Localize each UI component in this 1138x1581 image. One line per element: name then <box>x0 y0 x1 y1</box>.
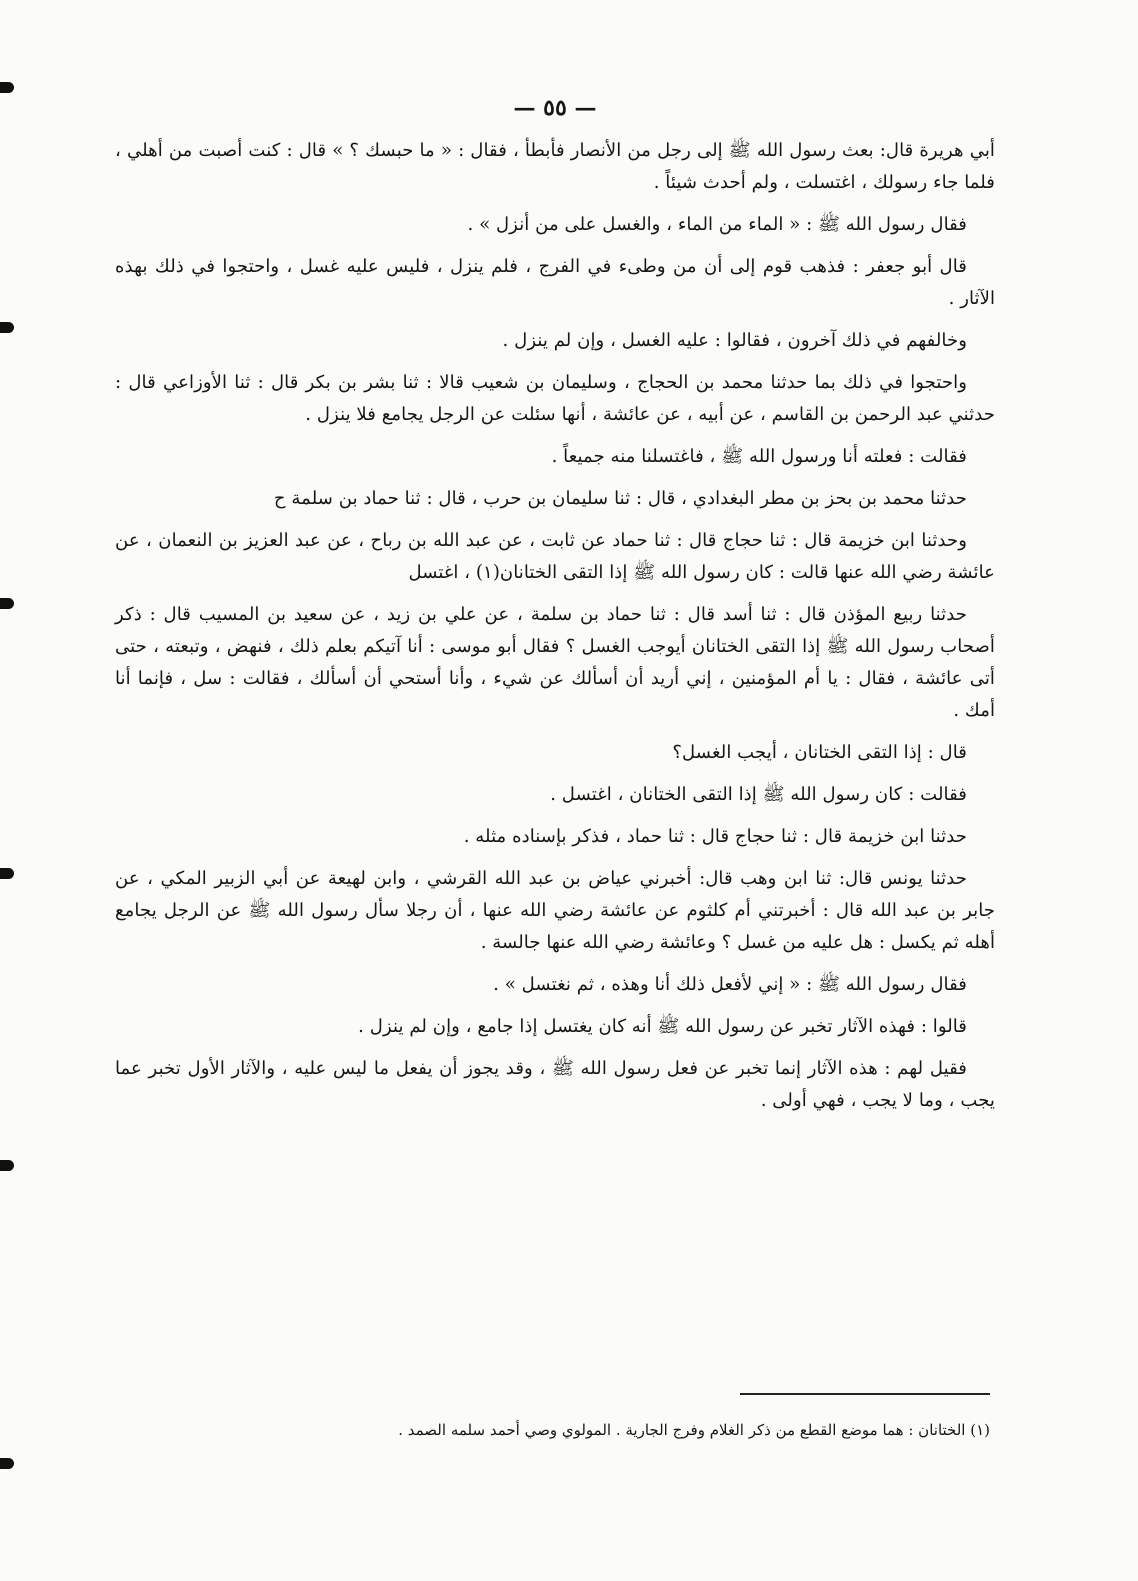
paragraph: وخالفهم في ذلك آخرون ، فقالوا : عليه الغسل ، وإن لم ينزل . <box>502 330 967 351</box>
page-number: — ٥٥ — <box>513 95 597 121</box>
paragraph: قال أبو جعفر : فذهب قوم إلى أن من وطىء في الفرج ، فلم ينزل ، فليس عليه غسل ، واحتجوا في ذلك بهذه الآثار . <box>115 256 995 309</box>
paragraph: فقالت : كان رسول الله ﷺ إذا التقى الختانان ، اغتسل . <box>550 784 967 805</box>
binding-mark <box>0 82 14 93</box>
paragraph: قالوا : فهذه الآثار تخبر عن رسول الله ﷺ أنه كان يغتسل إذا جامع ، وإن لم ينزل . <box>358 1016 967 1037</box>
paragraph: فقيل لهم : هذه الآثار إنما تخبر عن فعل رسول الله ﷺ ، وقد يجوز أن يفعل ما ليس عليه ، والآثار الأول تخبر عما يجب ، وما لا يجب ، فهي أولى . <box>115 1058 995 1111</box>
paragraph: واحتجوا في ذلك بما حدثنا محمد بن الحجاج ، وسليمان بن شعيب قالا : ثنا بشر بن بكر قال : ثنا الأوزاعي قال : حدثني عبد الرحمن بن القاسم ، عن أبيه ، عن عائشة ، أنها سئلت عن الرجل يجامع فلا ينزل . <box>115 372 995 425</box>
paragraph: قال : إذا التقى الختانان ، أيجب الغسل؟ <box>672 742 967 763</box>
binding-mark <box>0 598 14 609</box>
paragraph: أبي هريرة قال: بعث رسول الله ﷺ إلى رجل من الأنصار فأبطأ ، فقال : « ما حبسك ؟ » قال : كنت أصبت من أهلي ، فلما جاء رسولك ، اغتسلت ، ولم أحدث شيئاً . <box>115 140 995 193</box>
footnote: (١) الختانان : هما موضع القطع من ذكر الغلام وفرج الجارية . المولوي وصي أحمد سلمه الصمد . <box>398 1421 990 1439</box>
binding-mark <box>0 1160 14 1171</box>
paragraph: فقال رسول الله ﷺ : « الماء من الماء ، والغسل على من أنزل » . <box>467 214 967 235</box>
paragraph: حدثنا ابن خزيمة قال : ثنا حجاج قال : ثنا حماد ، فذكر بإسناده مثله . <box>463 826 967 847</box>
footnote-rule <box>740 1393 990 1395</box>
binding-mark <box>0 1458 14 1469</box>
paragraph: فقالت : فعلته أنا ورسول الله ﷺ ، فاغتسلنا منه جميعاً . <box>551 446 967 467</box>
binding-mark <box>0 868 14 879</box>
binding-mark <box>0 322 14 333</box>
paragraph: وحدثنا ابن خزيمة قال : ثنا حجاج قال : ثنا حماد عن ثابت ، عن عبد الله بن رباح ، عن عبد العزيز بن النعمان ، عن عائشة رضي الله عنها قالت : كان رسول الله ﷺ إذا التقى الختانان(١) ، اغتسل <box>115 530 995 583</box>
paragraph: فقال رسول الله ﷺ : « إني لأفعل ذلك أنا وهذه ، ثم نغتسل » . <box>493 974 967 995</box>
paragraph: حدثنا ربيع المؤذن قال : ثنا أسد قال : ثنا حماد بن سلمة ، عن علي بن زيد ، عن سعيد بن المسيب قال : ذكر أصحاب رسول الله ﷺ إذا التقى الختانان أيوجب الغسل ؟ فقال أبو موسى : أنا آتيكم بعلم ذلك ، فنهض ، وتبعته ، حتى أتى عائشة ، فقال : يا أم المؤمنين ، إني أريد أن أسألك عن شيء ، وأنا أستحي أن أسألك ، فقالت : سل ، فإنما أنا أمك . <box>115 604 995 721</box>
document-page <box>115 95 995 1127</box>
paragraph: حدثنا محمد بن بحز بن مطر البغدادي ، قال : ثنا سليمان بن حرب ، قال : ثنا حماد بن سلمة ح <box>273 488 967 509</box>
body-text <box>115 135 995 1117</box>
paragraph: حدثنا يونس قال: ثنا ابن وهب قال: أخبرني عياض بن عبد الله القرشي ، وابن لهيعة عن أبي الزبير المكي ، عن جابر بن عبد الله قال : أخبرتني أم كلثوم عن عائشة رضي الله عنها ، أن رجلا سأل رسول الله ﷺ عن الرجل يجامع أهله ثم يكسل : هل عليه من غسل ؟ وعائشة رضي الله عنها جالسة . <box>115 868 995 953</box>
